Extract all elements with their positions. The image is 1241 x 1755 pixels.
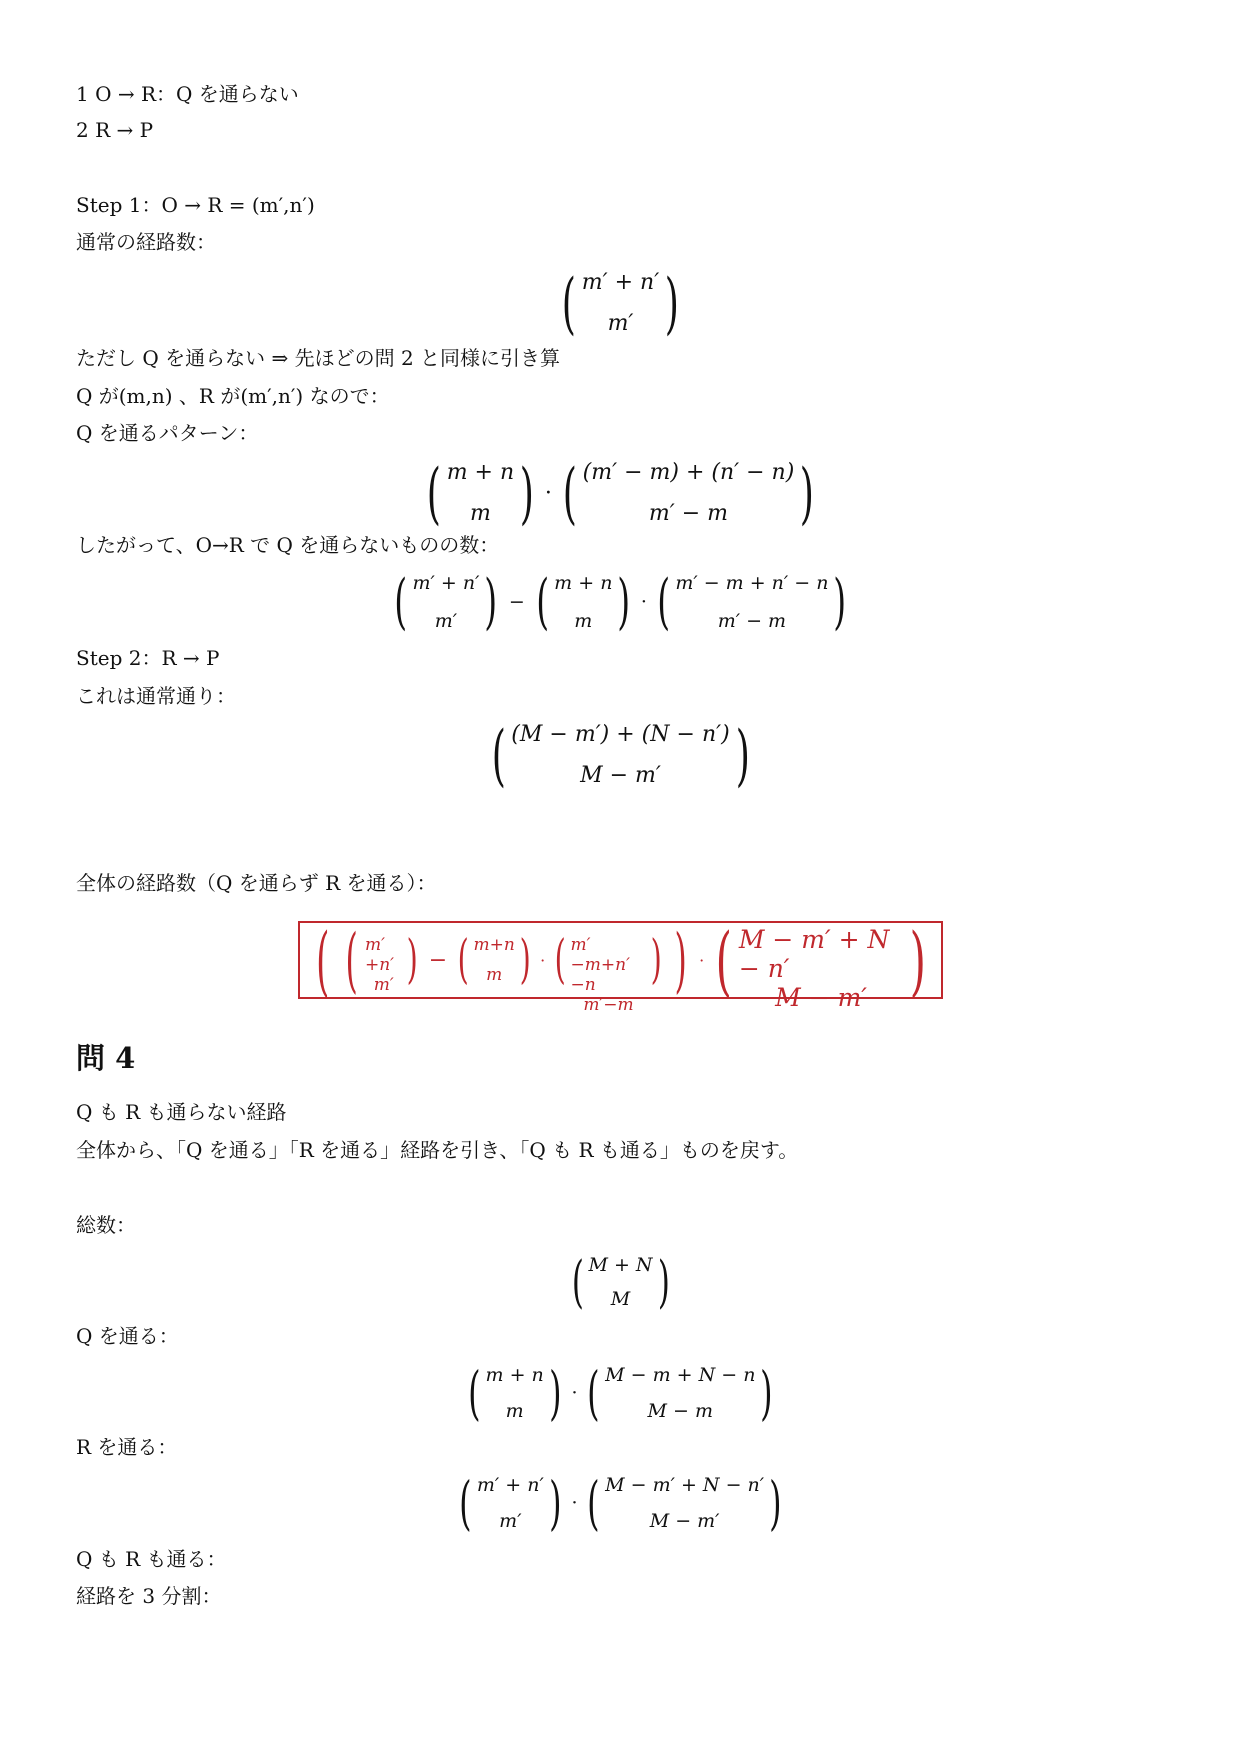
q-position-line: Q が(m,n) 、R が(m′,n′) なので：	[76, 384, 390, 408]
split-label: 経路を 3 分割：	[76, 1584, 222, 1608]
total-count-label: 総数：	[76, 1213, 136, 1237]
eq-q-pattern: ( m + n m ) · ( (m′ − m) + (n′ − n) m′ − m )	[426, 454, 815, 532]
eq-through-r: ( m′ + n′ m′ ) · ( M − m′ + N − n′ M − m′ )	[459, 1469, 782, 1537]
s4-line-2: 全体から、「Q を通る」「R を通る」経路を引き、「Q も R も通る」ものを戻す。	[76, 1138, 799, 1162]
boxed-result	[0, 915, 1241, 1015]
q-pattern-label: Q を通るパターン：	[76, 421, 259, 445]
step1-label: Step 1：O → R = (m′,n′)	[76, 193, 315, 217]
therefore-line: したがって、O→R で Q を通らないものの数：	[76, 533, 500, 557]
tadashi-line: ただし Q を通らない ⇒ 先ほどの問 2 と同様に引き算	[76, 346, 561, 370]
total-label: 全体の経路数（Q を通らず R を通る）：	[76, 871, 437, 895]
result-box: ( ( m′+n′ m′ ) − ( m+n m ) · ( m′−m+n′−n m′−m ) ) · ( M − m′ + N − n′ M − m′ )	[298, 921, 943, 999]
line-1: 1 O → R：Q を通らない	[76, 82, 299, 106]
through-r-label: R を通る：	[76, 1435, 178, 1459]
normal-through-label: これは通常通り：	[76, 684, 236, 708]
normal-paths-label: 通常の経路数：	[76, 230, 216, 254]
through-q-and-r-label: Q も R も通る：	[76, 1547, 227, 1571]
eq-not-through-q: ( m′ + n′ m′ ) − ( m + n m ) · ( m′ − m + n′ − n m′ − m )	[394, 567, 847, 637]
eq-r-to-p: ( (M − m′) + (N − n′) M − m′ )	[491, 716, 750, 794]
eq-binom-1: ( m′ + n′ m′ )	[561, 264, 680, 342]
s4-line-1: Q も R も通らない経路	[76, 1100, 287, 1124]
eq-through-q: ( m + n m ) · ( M − m + N − n M − m )	[467, 1359, 774, 1427]
step2-label: Step 2：R → P	[76, 646, 220, 670]
eq-total: ( M + N M )	[571, 1249, 670, 1315]
line-2: 2 R → P	[76, 118, 154, 142]
heading-q4: 問 4	[76, 1041, 136, 1075]
through-q-label: Q を通る：	[76, 1324, 179, 1348]
